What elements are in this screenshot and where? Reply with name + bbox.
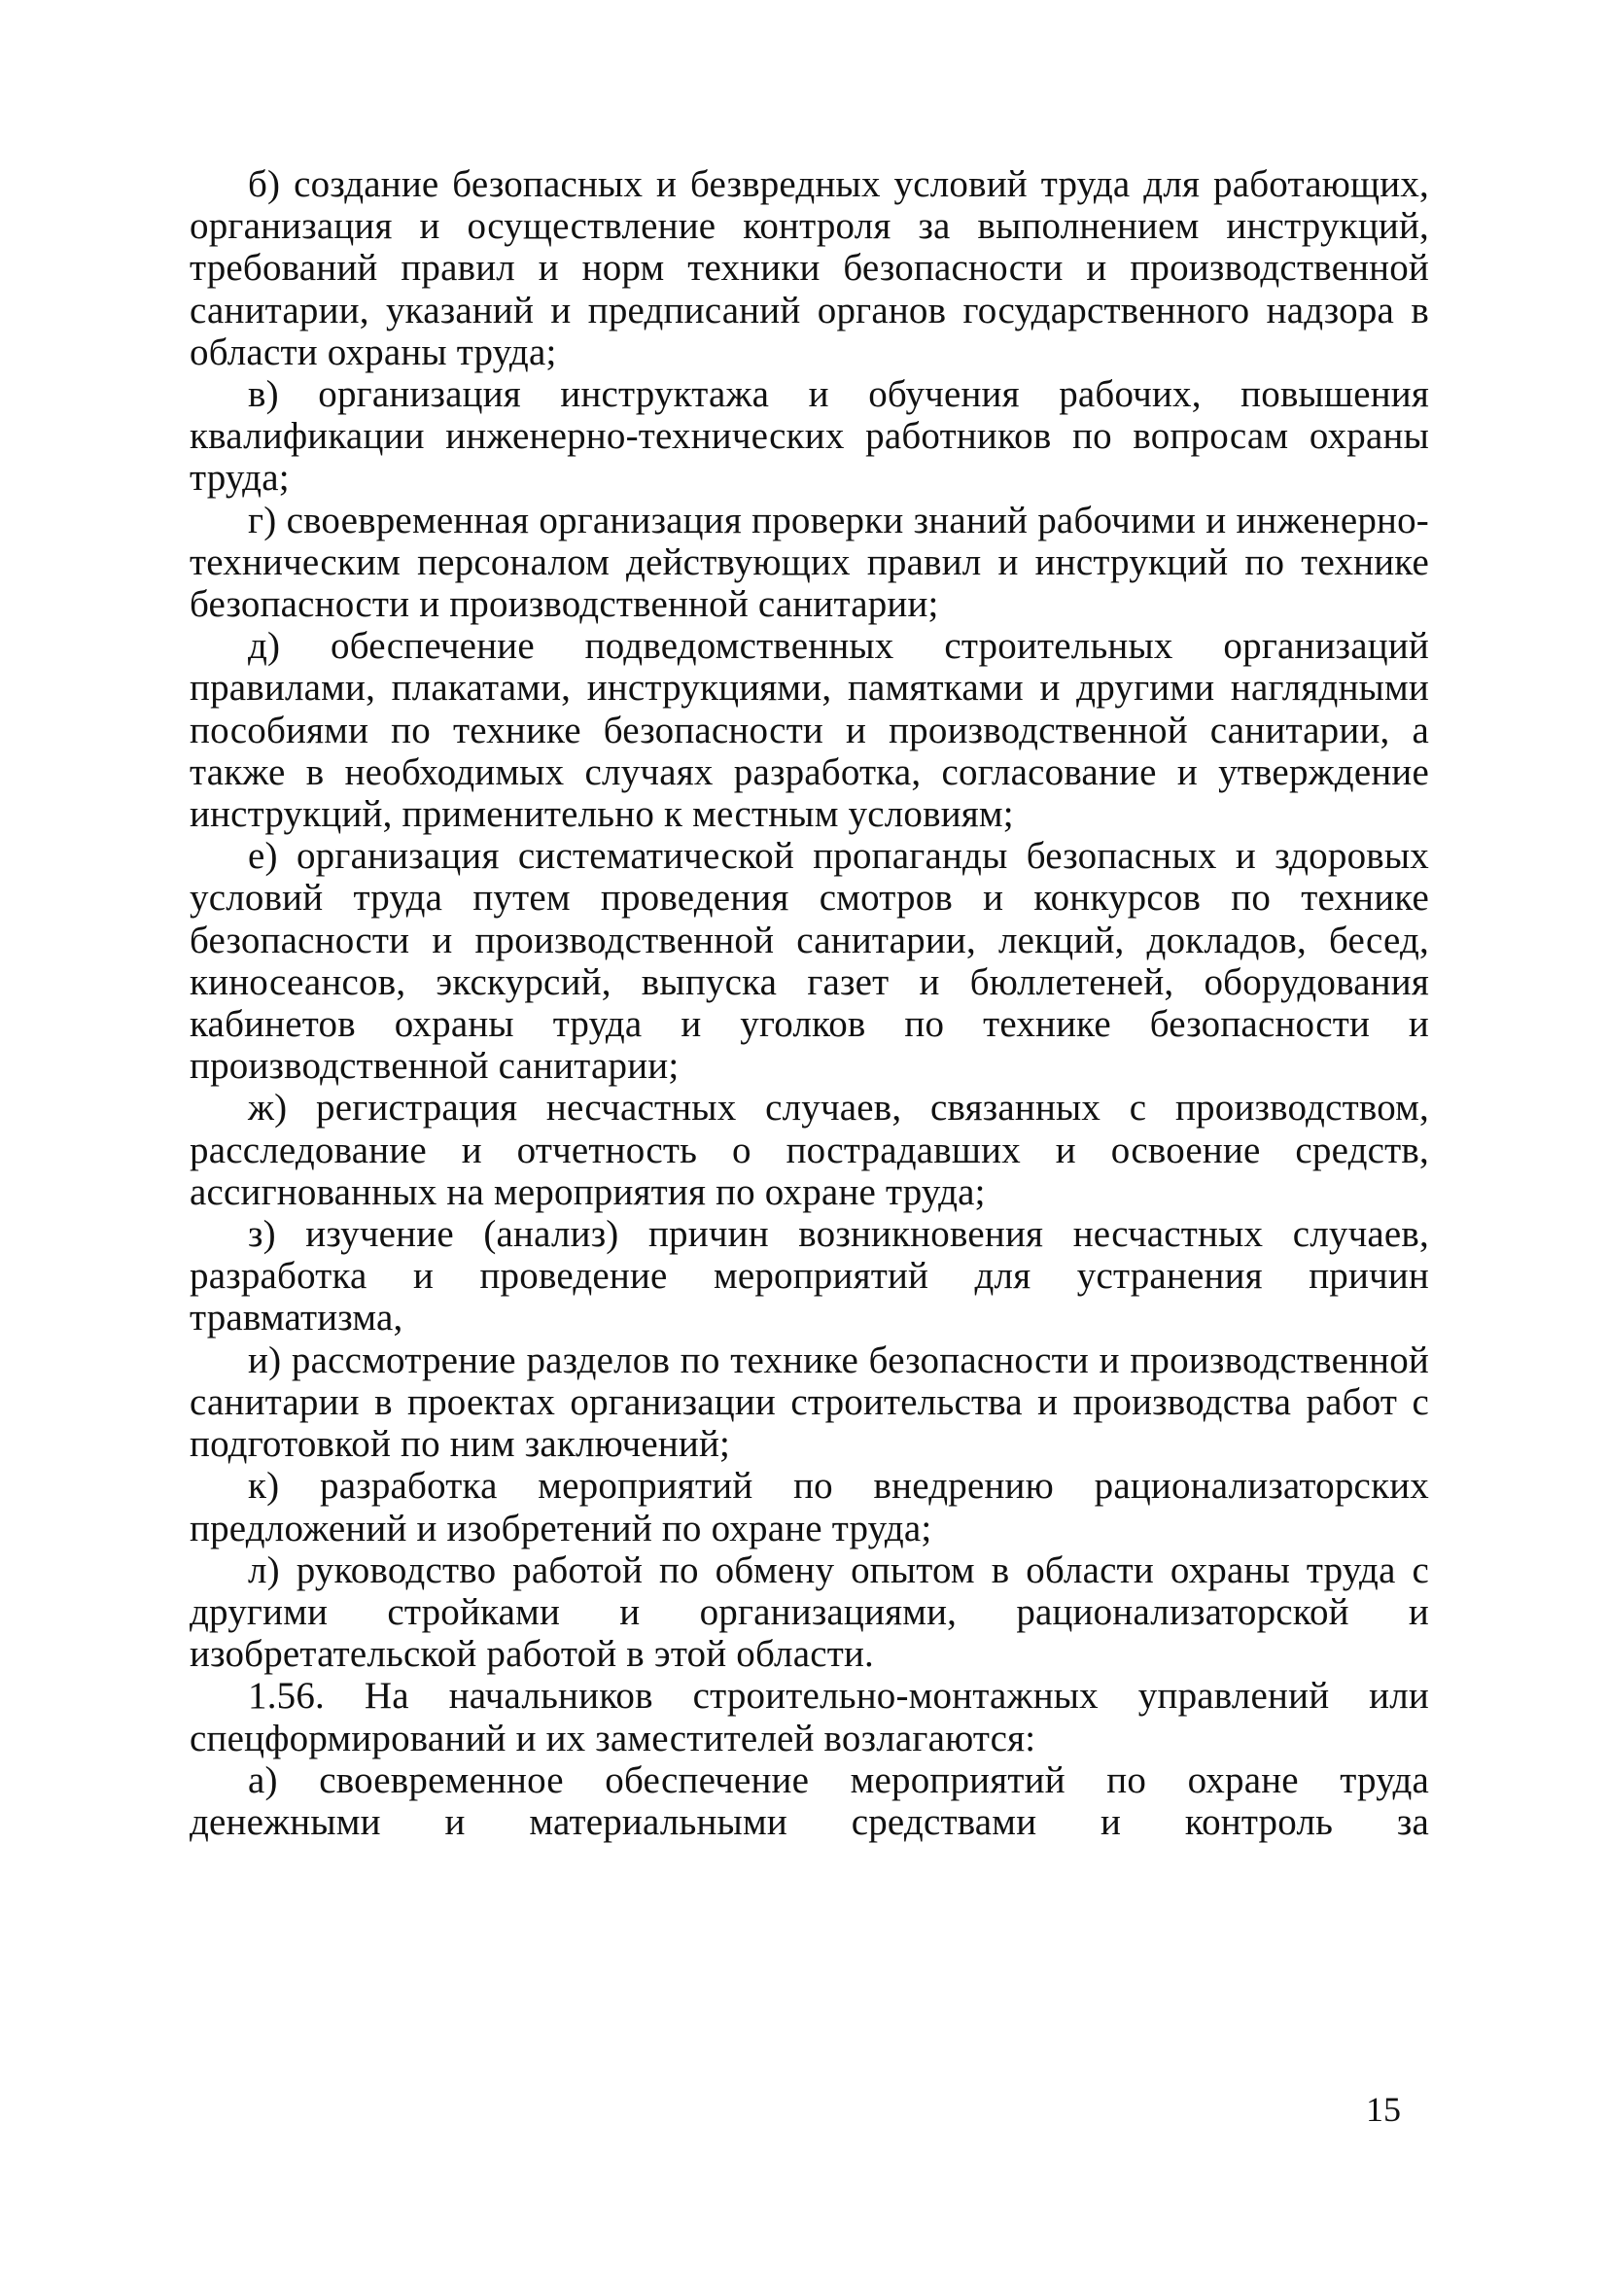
page-number: 15 [1366,2090,1401,2129]
document-body [190,163,1429,1843]
paragraph-i: и) рассмотрение разделов по технике безопасности и производственной санитарии в проектах организации строительства и производства работ с подготовкой по ним заключений; [190,1339,1429,1466]
paragraph-b: б) создание безопасных и безвредных условий труда для работающих, организация и осуществление контроля за выполнением инструкций, требований правил и норм техники безопасности и производственной санитарии, указаний и предписаний органов государственного надзора в области охраны труда; [190,163,1429,373]
paragraph-l: л) руководство работой по обмену опытом в области охраны труда с другими стройками и организациями, рационализаторской и изобретательской работой в этой области. [190,1548,1429,1676]
paragraph-g: г) своевременная организация проверки знаний рабочими и инженерно-техническим персоналом действующих правил и инструкций по технике безопасности и производственной санитарии; [190,499,1429,626]
paragraph-k: к) разработка мероприятий по внедрению рационализаторских предложений и изобретений по охране труда; [190,1465,1429,1549]
paragraph-d: д) обеспечение подведомственных строительных организаций правилами, плакатами, инструкциями, памятками и другими наглядными пособиями по технике безопасности и производственной санитарии, а также в необходимых случаях разработка, согласование и утверждение инструкций, применительно к местным условиям; [190,625,1429,836]
paragraph-zh: ж) регистрация несчастных случаев, связанных с производством, расследование и отчетность о пострадавших и освоение средств, ассигнованных на мероприятия по охране труда; [190,1087,1429,1213]
paragraph-v: в) организация инструктажа и обучения рабочих, повышения квалификации инженерно-технических работников по вопросам охраны труда; [190,373,1429,500]
section-1-56: 1.56. На начальников строительно-монтажных управлений или спецформирований и их заместителей возлагаются: [190,1675,1429,1759]
paragraph-e: е) организация систематической пропаганды безопасных и здоровых условий труда путем проведения смотров и конкурсов по технике безопасности и производственной санитарии, лекций, докладов, бесед, киносеансов, экскурсий, выпуска газет и бюллетеней, оборудования кабинетов охраны труда и уголков по технике безопасности и производственной санитарии; [190,835,1429,1088]
paragraph-a: а) своевременное обеспечение мероприятий по охране труда денежными и материальными средствами и контроль за [190,1758,1429,1843]
paragraph-z: з) изучение (анализ) причин возникновения несчастных случаев, разработка и проведение мероприятий для устранения причин травматизма, [190,1213,1429,1339]
